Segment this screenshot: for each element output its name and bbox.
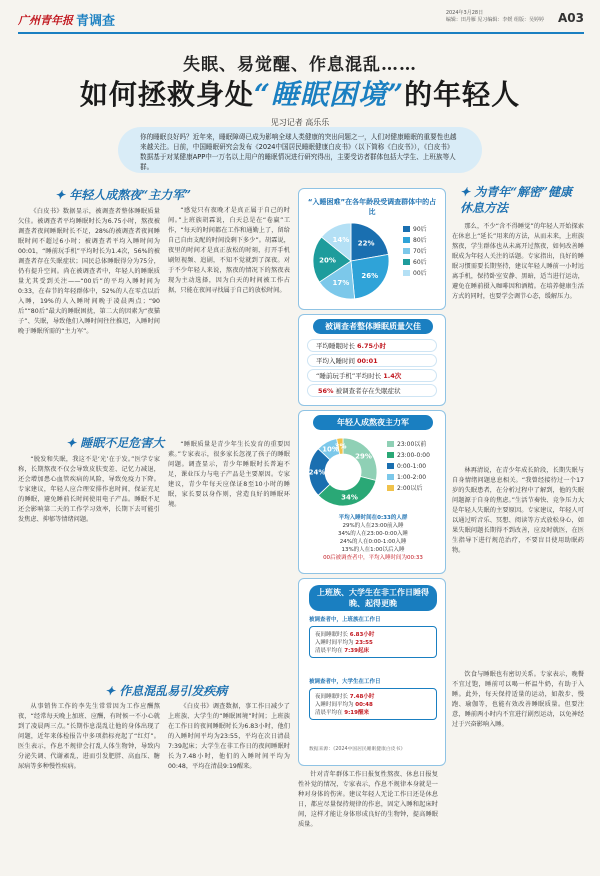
stats-title: 被调查者整体睡眠质量欠佳 (313, 319, 433, 334)
student-row: 入睡时间平均为 00:48 (315, 702, 373, 708)
legend-swatch (387, 485, 394, 491)
ring-summary-line: 29%的人在23:00前入睡 (342, 523, 404, 529)
header-meta (446, 10, 544, 24)
star-icon: ✦ (460, 185, 475, 199)
legend-label: 0:00-1:00 (397, 463, 427, 470)
legend-swatch (403, 226, 410, 232)
section-4-title: ✦ 为青年“解密”健康休息方法 (460, 185, 573, 215)
ring-chart-title: 年轻人成熬夜主力军 (313, 415, 433, 430)
section-1-col-1: 《白皮书》数据显示，被调查者整体睡眠质量欠佳。被调查者平均睡眠时长为6.75小时，熬夜被调查者夜间睡眠时长不足，28%的被调查者夜间睡眠时间不超过6小时；被调查者平均入睡时间为00:01，“睡前玩手机”平均时长为1.4次，56%的被调查者存在失眠症状；国民总体睡眠得分为75分，仍有提升空间。尚在被调查者中，年轻人的睡眠质量尤其受到关注——“00后”的平均入睡时间为0:33，在春节的年轻群体中，52%的人在零点以后入睡，19%的人入睡时间晚于凌晨两点；“90后”“80后”最大的睡眠困扰，第二大的因素为“夜猫子”、失眠，导致他们入睡时间往往推迟，入睡时间晚于睡眠所需的“主力军”。 (18, 208, 160, 335)
section-3-col-3: 针对青年群体工作日报复性熬夜、休息日报复性补觉的情况，专家表示，作息不规律本身就是一种对身体的伤害。建议年轻人无论工作日还是休息日，都应尽量保持规律的作息，固定入睡和起床时间，这样才能让身体形成良好的生物钟，提高睡眠质量。 (298, 771, 438, 828)
legend-label: 80后 (413, 237, 427, 244)
pie-chart-svg (299, 217, 445, 309)
stat-row: “睡前玩手机”平均时长 1.4次 (307, 369, 437, 382)
student-row: 清晨平均在 9:19醒来 (315, 710, 369, 716)
worker-subtitle: 被调查者中，上班族在工作日 (309, 617, 381, 623)
legend-label: 70后 (413, 248, 427, 255)
section-2-col-2: “睡眠质量是青少年生长发育的重要因素。”专家表示，很多家长忽视了孩子的睡眠问题。调查显示，青少年睡眠时长普遍不足，课业压力与电子产品是主要原因。专家建议，青少年每天应保证8至10小时的睡眠，家长要以身作则，营造良好的睡眠环境。 (168, 441, 290, 508)
pie-data-label: 29% (355, 452, 372, 461)
legend-label: 00后 (413, 270, 427, 277)
legend-swatch (403, 237, 410, 243)
pie-data-label: 17% (332, 278, 350, 287)
ring-summary (309, 513, 437, 561)
stat-row: 平均睡眠时长 6.75小时 (307, 339, 437, 352)
section-1-col-2: “感觉只有夜晚才是真正属于自己的时间。”上班族胡霖说，白天总是在“卷赢”工作，“每天的时间都在工作和通勤上了，留给自己自由支配的时间没剩下多少”。胡霖说，夜里的时间才是真正放松的时刻，打开手机刷短视频、追剧，不知不觉就到了深夜。对于不少年轻人来说，熬夜的情况下的熬夜表现为主动选择，因为白天的时间被工作占据，只能在夜间寻找属于自己的放松时间。 (168, 207, 290, 294)
ring-chart-svg (299, 433, 445, 511)
header-date: 2024年3月28日 (445, 10, 484, 16)
intro-box: 你的睡眠良好吗？近年来，睡眠障碍已成为影响全球人类健康的突出问题之一，人们对健康睡眠的重要性也越来越关注。日前，中国睡眠研究会发布《2024中国居民睡眠健康白皮书》（以下简称《白皮书》），《白皮书》数据基于对某健康APP中一万名以上用户的睡眠情况进行研究得出，主要受访者群体包括大学生、上班族等人群。 (118, 127, 482, 173)
pie-data-label: 14% (332, 236, 350, 245)
title-suffix: 的年轻人 (404, 78, 521, 111)
student-stats (309, 688, 437, 720)
page-number: A03 (558, 11, 584, 25)
pie-chart-title: “入睡困难”在各年龄段受调查群体中的占比 (307, 198, 437, 216)
legend-label: 2:00以后 (397, 485, 423, 492)
pie-data-label: 24% (308, 468, 326, 477)
star-icon: ✦ (66, 436, 81, 450)
title-highlight: “睡眠困境” (253, 78, 405, 111)
star-icon: ✦ (105, 684, 120, 698)
student-row: 夜间睡眠时长 7.48小时 (315, 694, 375, 700)
legend-label: 90后 (413, 226, 427, 233)
ring-footer: 00后被调查者中，平均入睡时间为00:33 (323, 555, 423, 561)
worker-row: 入睡时间平均为 23:55 (315, 640, 373, 646)
ring-chart-panel (298, 410, 446, 574)
legend-label: 23:00以前 (397, 441, 427, 448)
legend-swatch (387, 452, 394, 458)
page-title (0, 73, 600, 113)
pie-data-label: 26% (361, 271, 379, 280)
legend-swatch (403, 270, 410, 276)
header-editors: 编辑：田丹雁 见习编辑：李媛 组版：吴婷婷 (445, 17, 544, 23)
pie-data-label: 3% (334, 442, 347, 451)
worker-row: 夜间睡眠时长 6.83小时 (315, 632, 375, 638)
title-prefix: 如何拯救身处 (79, 78, 254, 111)
student-subtitle: 被调查者中，大学生在工作日 (309, 679, 381, 685)
newspaper-logo: 广州青年报 (18, 14, 73, 27)
pie-data-label: 10% (322, 445, 339, 454)
legend-label: 23:00-0:00 (397, 452, 430, 459)
subtitle: 失眠、易觉醒、作息混乱…… (183, 55, 417, 75)
section-2-title: ✦ 睡眠不足危害大 (66, 436, 165, 450)
legend-label: 1:00-2:00 (397, 474, 427, 481)
data-source: 数据来源：《2024中国居民睡眠健康白皮书》 (309, 747, 406, 752)
ring-summary-line: 13%的人在1:00以后入睡 (341, 547, 405, 553)
worker-row: 清晨平均在 7:39起床 (315, 648, 369, 654)
section-3-col-1: 从事销售工作的李先生常常因为工作应酬熬夜，“经常每天晚上加班、应酬，有时候一不小心就到了凌晨两三点。”长期作息混乱让他的身体出现了问题，近年来体检报告中多项指标亮起了“红灯”。医生表示，作息不规律会打乱人体生物钟，导致内分泌失调、代谢紊乱，进而引发肥胖、高血压、糖尿病等多种慢性疾病。 (18, 703, 160, 770)
pie-data-label: 20% (319, 256, 336, 265)
section-4-col-3: 饮食与睡眠也有密切关系。专家表示，晚餐不宜过饱，睡前可以喝一杯温牛奶，有助于入睡。此外，每天保持适量的运动，如散步、慢跑、瑜伽等，也能有效改善睡眠质量。但要注意，睡前两小时内不宜进行剧烈运动，以免神经过于兴奋影响入睡。 (452, 671, 584, 728)
schedule-title: 上班族、大学生在非工作日睡得晚、起得更晚 (309, 585, 437, 611)
section-3-title: ✦ 作息混乱易引发疾病 (105, 684, 228, 698)
section-4-col-1: 那么，不少“含不得睡觉”的年轻人开始探索在休息上“延长”用来的方法，从而未来，上班族熬夜，学生群体也从未离开过熬夜，如何改善睡眠成为年轻人关注的话题。专家指出，良好的睡眠习惯需要长期坚持，建议年轻人睡前一小时远离手机，保持卧室安静、黑暗，适当进行运动，避免在睡前摄入咖啡因和酒精。在培养健康生活方式的同时，也要学会调节心态，缓解压力。 (452, 223, 584, 300)
section-1-title: ✦ 年轻人成熬夜“主力军” (55, 188, 192, 202)
ring-summary-line: 24%的人在0:00-1:00入睡 (339, 539, 407, 545)
pie-data-label: 34% (341, 493, 358, 502)
stat-row: 平均入睡时间 00:01 (307, 354, 437, 367)
pie-data-label: 22% (357, 239, 375, 248)
legend-swatch (387, 441, 394, 447)
byline: 见习记者 高乐乐 (270, 118, 330, 127)
worker-stats (309, 626, 437, 658)
section-3-col-2: 《白皮书》调查数据，事工作日减少了上班族、大学生的“睡眠困境”时间；上班族在工作日的夜间睡眠时长为6.83小时，他们的入睡时间平均为23:55，平均在次日清晨7:39起床；大学生在非工作日的夜间睡眠时长为7.48小时，他们的入睡时间平均为00:48，平均在清晨9:19醒来。 (168, 703, 290, 770)
schedule-panel (298, 578, 446, 766)
legend-label: 60后 (413, 259, 427, 266)
pie-chart-panel (298, 188, 446, 310)
ring-summary-line: 34%的人在23:00-0:00入睡 (338, 531, 408, 537)
stats-list (299, 337, 445, 399)
ring-note: 平均入睡时间在0:33的人群 (338, 515, 408, 521)
stats-panel (298, 314, 446, 406)
section-2-col-1: “脱发和失眠，我这不是‘光’在于发。”医学专家称，长期熬夜不仅会导致皮肤变差、记忆力减退，还会增加患心血管疾病的风险，导致免疫力下降。专家建议，年轻人应合理安排作息时间，保证充足的睡眠，避免睡前长时间使用电子产品。睡眠不足还会影响第二天的工作学习效率，长期下去可能引发焦虑、抑郁等情绪问题。 (18, 456, 160, 523)
section-4-col-2: 林再清说，在青少年成长阶段，长期失眠与自身情绪问题息息相关。“我曾经接待过一个17岁的失眠患者，在分析过程中了解到，他的失眠问题源于自身的焦虑。”生活节奏快、竞争压力大是年轻人失眠的主要原因。专家建议，年轻人可以通过听音乐、冥想、阅读等方式放松身心，如果失眠问题长期得不到改善，应及时就医，在医生指导下进行规范治疗，不要盲目使用助眠药物。 (452, 467, 584, 554)
legend-swatch (387, 474, 394, 480)
stat-row: 56% 被调查者存在失眠症状 (307, 384, 437, 397)
legend-swatch (387, 463, 394, 469)
section-name: 青调查 (76, 14, 116, 29)
page-header (18, 8, 584, 34)
legend-swatch (403, 259, 410, 265)
legend-swatch (403, 248, 410, 254)
student-block (309, 677, 437, 720)
star-icon: ✦ (55, 188, 70, 202)
worker-block (309, 615, 437, 658)
